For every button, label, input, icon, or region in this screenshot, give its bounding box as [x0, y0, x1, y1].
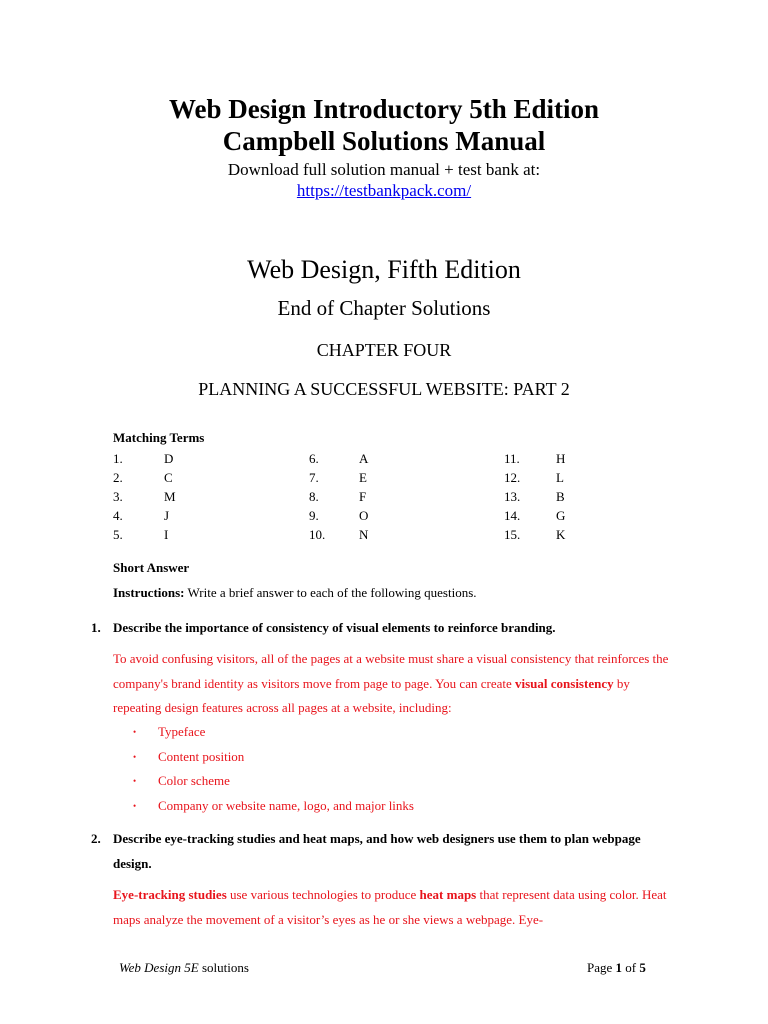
matching-row: [0, 487, 768, 506]
match-number: 5.: [113, 527, 123, 542]
match-answer: A: [359, 451, 369, 466]
match-answer: D: [164, 451, 174, 466]
footer-book-title: Web Design 5E: [119, 960, 199, 975]
footer-book-suffix: solutions: [198, 960, 249, 975]
footer-page-number: [587, 960, 646, 976]
match-number: 10.: [309, 527, 326, 542]
match-answer: B: [556, 489, 565, 504]
match-answer: L: [556, 470, 564, 485]
match-number: 11.: [504, 451, 520, 466]
page-label: Page: [587, 960, 616, 975]
answer-text-part: by repeating design features across all pages at a website, including:: [113, 675, 630, 715]
match-answer: C: [164, 470, 173, 485]
download-link-wrap: [0, 181, 768, 201]
document-title: [0, 93, 768, 157]
match-number: 13.: [504, 489, 521, 504]
instructions-text: Write a brief answer to each of the following questions.: [184, 585, 477, 600]
match-number: 3.: [113, 489, 123, 504]
page-current: 1: [615, 960, 623, 975]
book-subtitle: End of Chapter Solutions: [277, 296, 491, 320]
match-number: 12.: [504, 470, 521, 485]
chapter-title: PLANNING A SUCCESSFUL WEBSITE: PART 2: [198, 379, 570, 399]
matching-terms-grid: [0, 449, 768, 544]
bullet-text: Typeface: [158, 724, 206, 739]
short-answer-heading: Short Answer: [113, 560, 190, 575]
question-number: 2.: [91, 831, 101, 846]
match-number: 6.: [309, 451, 319, 466]
answer-text: [113, 883, 673, 932]
document-title-line-1: Web Design Introductory 5th Edition: [168, 94, 600, 124]
match-number: 14.: [504, 508, 521, 523]
match-number: 8.: [309, 489, 319, 504]
match-answer: O: [359, 508, 369, 523]
answer-text-part: use various technologies to produce: [226, 887, 420, 902]
match-answer: G: [556, 508, 566, 523]
answer-text-part: that represent data using color. Heat maps analyze the movement of a visitor’s eyes as he or she views a webpage. Eye-: [113, 887, 667, 927]
bullet-text: Company or website name, logo, and major links: [158, 797, 414, 813]
match-number: 15.: [504, 527, 521, 542]
match-number: 7.: [309, 470, 319, 485]
question-text: Describe eye-tracking studies and heat maps, and how web designers use them to plan webpage design.: [113, 831, 641, 871]
question-text: Describe the importance of consistency of visual elements to reinforce branding.: [113, 620, 556, 635]
matching-row: [0, 468, 768, 487]
question-number: 1.: [91, 620, 101, 635]
document-title-line-2: Campbell Solutions Manual: [222, 126, 546, 156]
bullet-icon: •: [133, 800, 137, 811]
match-number: 9.: [309, 508, 319, 523]
answer-text: [113, 647, 673, 721]
page-total: 5: [639, 960, 646, 975]
match-number: 4.: [113, 508, 123, 523]
book-title: Web Design, Fifth Edition: [247, 255, 521, 284]
match-answer: M: [164, 489, 176, 504]
download-link[interactable]: https://testbankpack.com/: [296, 181, 472, 200]
bullet-text: Color scheme: [158, 773, 230, 788]
matching-row: [0, 525, 768, 544]
answer-key-term: visual consistency: [515, 675, 614, 691]
match-answer: N: [359, 527, 369, 542]
match-answer: E: [359, 470, 367, 485]
match-number: 2.: [113, 470, 123, 485]
bullet-text: Content position: [158, 748, 245, 764]
footer-book-name: [119, 960, 249, 976]
match-answer: K: [556, 527, 566, 542]
bullet-icon: •: [133, 776, 137, 786]
answer-key-term: Eye-tracking studies: [113, 887, 227, 902]
instructions-label: Instructions:: [113, 585, 185, 600]
match-number: 1.: [113, 451, 123, 466]
instructions: [113, 585, 477, 601]
chapter-number: CHAPTER FOUR: [316, 340, 452, 360]
match-answer: I: [164, 527, 169, 542]
page-of: of: [622, 960, 640, 975]
matching-terms-heading: Matching Terms: [113, 430, 205, 445]
bullet-icon: •: [133, 727, 137, 737]
match-answer: H: [556, 451, 566, 466]
match-answer: F: [359, 489, 367, 504]
download-text: Download full solution manual + test bank at:: [227, 160, 541, 179]
matching-row: [0, 506, 768, 525]
answer-key-term: heat maps: [419, 887, 477, 902]
answer-text-part: To avoid confusing visitors, all of the pages at a website must share a visual consistency that reinforces the company's brand identity as visitors move from page to page. You can create: [113, 651, 669, 691]
match-answer: J: [164, 508, 170, 523]
matching-row: [0, 449, 768, 468]
bullet-icon: •: [133, 751, 137, 762]
